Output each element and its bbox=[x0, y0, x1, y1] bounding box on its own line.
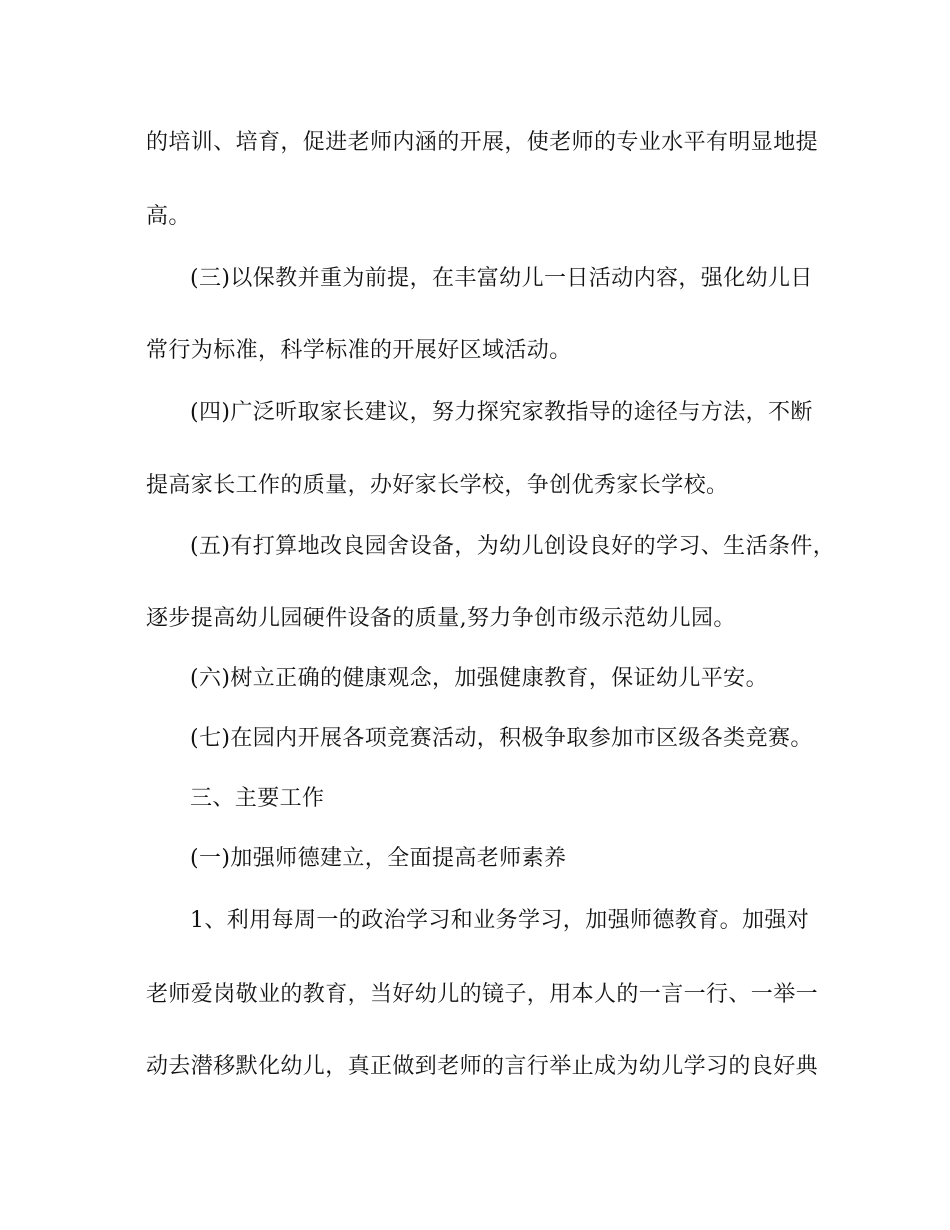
text-line: 高。 bbox=[146, 204, 191, 229]
subsection-heading: (一)加强师德建立，全面提高老师素养 bbox=[190, 846, 567, 871]
text-line: 1、利用每周一的政治学习和业务学习，加强师德教育。加强对 bbox=[190, 908, 810, 933]
text-line: (七)在园内开展各项竞赛活动，积极争取参加市区级各类竞赛。 bbox=[190, 726, 813, 751]
text-line: 动去潜移默化幼儿，真正做到老师的言行举止成为幼儿学习的良好典 bbox=[146, 1054, 819, 1079]
text-line: 常行为标准，科学标准的开展好区域活动。 bbox=[146, 338, 572, 363]
text-line: 的培训、培育，促进老师内涵的开展，使老师的专业水平有明显地提 bbox=[146, 130, 819, 155]
section-heading: 三、主要工作 bbox=[190, 786, 325, 811]
text-line: (六)树立正确的健康观念，加强健康教育，保证幼儿平安。 bbox=[190, 666, 768, 691]
text-line: (四)广泛听取家长建议，努力探究家教指导的途径与方法，不断 bbox=[190, 400, 813, 425]
text-line: 逐步提高幼儿园硬件设备的质量,努力争创市级示范幼儿园。 bbox=[146, 606, 736, 631]
text-line: (三)以保教并重为前提，在丰富幼儿一日活动内容，强化幼儿日 bbox=[190, 266, 813, 291]
text-line: 老师爱岗敬业的教育，当好幼儿的镜子，用本人的一言一行、一举一 bbox=[146, 982, 819, 1007]
text-line: (五)有打算地改良园舍设备，为幼儿创设良好的学习、生活条件， bbox=[190, 534, 836, 559]
text-line: 提高家长工作的质量，办好家长学校，争创优秀家长学校。 bbox=[146, 473, 729, 498]
